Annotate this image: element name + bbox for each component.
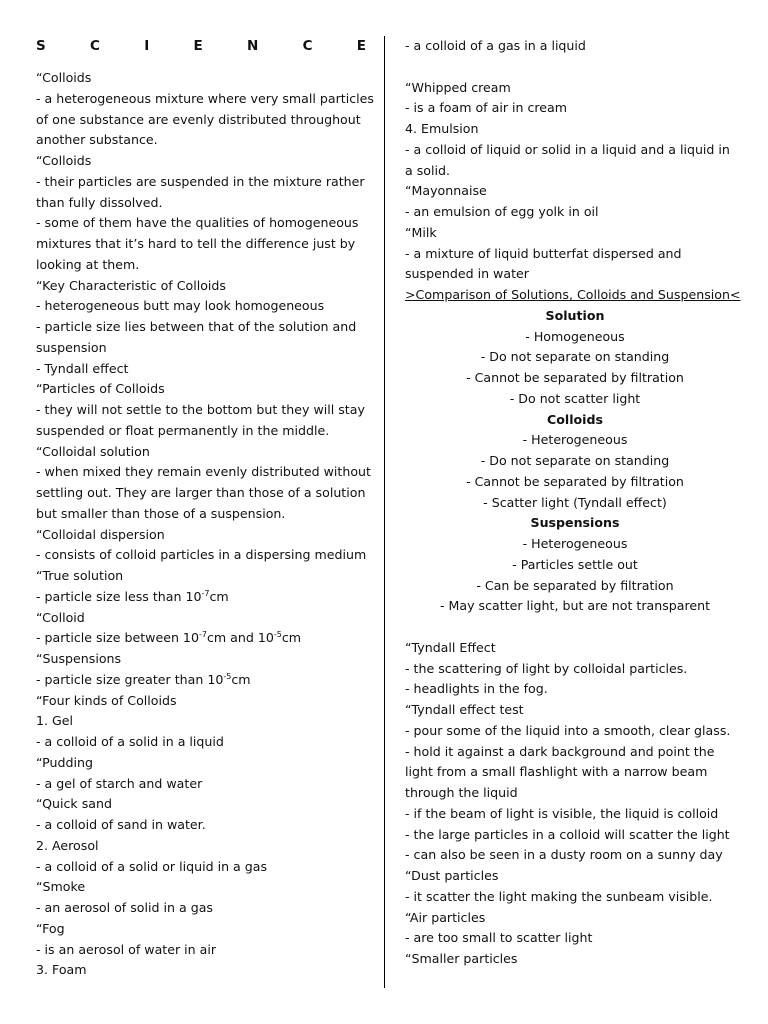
text-line [405,847,723,863]
text-line [36,630,301,646]
text-line [405,764,707,780]
line-text: “Tyndall Effect [405,639,496,655]
line-text: - a gel of starch and water [36,775,203,791]
line-text: “Tyndall effect test [405,702,524,717]
line-text: settling out. They are larger than those of a solution [36,485,366,500]
text-line [36,70,91,86]
line-text: - a heterogeneous mixture where very small particles [36,90,374,106]
line-text: - an aerosol of solid in a gas [36,900,213,915]
text-line [405,329,745,345]
title-letter: C [90,38,100,54]
text-line [405,598,745,614]
text-line [36,340,107,356]
line-text: >Comparison of Solutions, Colloids and Suspension< [405,287,741,302]
line-text: - particle size greater than 10 [36,671,224,687]
line-text: - headlights in the fog. [405,681,548,697]
line-text: 1. Gel [36,713,74,729]
text-line [36,838,99,854]
text-line [36,381,165,397]
text-line [36,547,366,563]
text-line [36,298,324,314]
title-letter: C [302,38,313,54]
text-line [405,391,745,407]
column-divider [384,36,385,988]
text-line [36,174,365,190]
text-line [36,112,361,128]
text-line [36,402,365,418]
line-text: - the scattering of light by colloidal particles. [405,660,688,676]
text-line [405,723,730,739]
line-text: - Particles settle out [512,556,638,572]
line-text: “Suspensions [36,651,122,666]
text-line [36,879,85,895]
line-text: “Smoke [36,879,86,895]
line-text: - Tyndall effect [36,360,129,376]
line-text: mixtures that it’s hard to tell the difference just by [36,236,356,251]
line-text: “Smaller particles [405,951,518,966]
line-text: - is an aerosol of water in air [36,941,217,957]
text-line [405,38,586,54]
line-text: suspended in water [405,266,529,282]
line-text: of one substance are evenly distributed throughout [36,111,361,127]
text-line [36,568,123,584]
text-line [36,921,65,937]
line-text: “Four kinds of Colloids [36,692,177,708]
text-line [36,734,224,750]
line-text: - a mixture of liquid butterfat dispersed and [405,245,682,261]
line-text: - their particles are suspended in the mixture rather [36,173,365,189]
line-text: - a colloid of a solid in a liquid [36,734,224,749]
text-line [405,681,548,697]
text-line [36,319,356,335]
text-line [405,557,745,573]
text-line [405,308,745,324]
line-text: - an emulsion of egg yolk in oil [405,204,599,219]
title-letter: N [246,38,259,54]
line-text: “Mayonnaise [405,183,487,199]
text-line [36,153,91,169]
text-line [36,796,112,812]
line-text: “Quick sand [36,796,112,812]
text-line [405,930,592,946]
line-text: - heterogeneous butt may look homogeneous [36,298,325,314]
line-text: light from a small flashlight with a narrow beam [405,764,708,780]
text-line [36,215,358,231]
text-line [405,474,745,490]
line-text: “Colloidal dispersion [36,526,165,542]
line-text: - Cannot be separated by filtration [466,370,684,385]
line-text: 2. Aerosol [36,837,99,853]
line-text: - pour some of the liquid into a smooth, clear glass. [405,722,731,738]
line-text: a solid. [405,162,450,178]
text-line [405,785,518,801]
line-text: - is a foam of air in cream [405,100,568,116]
text-line [405,163,450,179]
text-line [405,806,718,822]
line-text: - Heterogeneous [522,536,628,551]
text-line [36,257,139,273]
line-text: cm [209,588,229,604]
line-text: “Particles of Colloids [36,381,165,397]
text-line [405,183,487,199]
page-title [36,38,366,54]
line-text: - Homogeneous [525,328,625,344]
text-line [36,464,371,480]
line-text: - Scatter light (Tyndall effect) [483,494,667,510]
text-line [36,817,206,833]
text-line [36,713,73,729]
line-text: looking at them. [36,256,140,272]
text-line [405,951,518,967]
text-line [405,640,496,656]
title-letter: S [36,38,46,54]
text-line [36,132,158,148]
text-line [405,225,437,241]
line-text: suspension [36,339,107,355]
line-text: - the large particles in a colloid will scatter the light [405,826,730,842]
line-text: cm and 10 [206,630,274,646]
text-line [405,349,745,365]
line-text: - are too small to scatter light [405,930,593,946]
text-line [405,910,485,926]
line-text: through the liquid [405,785,518,800]
text-line [405,453,745,469]
line-text: Solution [545,307,605,323]
line-text: cm [231,671,251,687]
exponent: -7 [198,630,207,640]
line-text: “Colloids [36,153,92,168]
line-text: Colloids [546,411,603,427]
text-line [405,702,524,718]
text-line [36,610,85,626]
line-text: “Dust particles [405,868,499,883]
line-text: - particle size lies between that of the solution and [36,319,357,334]
text-line [405,744,714,760]
text-line [405,578,745,594]
line-text: 4. Emulsion [405,121,479,136]
line-text: - particle size between 10 [36,630,199,646]
line-text: - a colloid of liquid or solid in a liquid and a liquid in [405,141,730,157]
line-text: “Air particles [405,909,486,925]
line-text: “Key Characteristic of Colloids [36,277,226,293]
text-line [405,515,745,531]
text-line [405,204,599,220]
line-text: another substance. [36,132,158,148]
line-text: - consists of colloid particles in a dispersing medium [36,547,367,563]
text-line [405,100,567,116]
line-text: 3. Foam [36,962,87,978]
line-text: - it scatter the light making the sunbeam visible. [405,888,713,904]
text-line [36,859,267,875]
line-text: - Do not separate on standing [480,349,670,365]
line-text: - May scatter light, but are not transparent [439,598,711,614]
text-line [36,423,329,439]
line-text: - if the beam of light is visible, the liquid is colloid [405,805,719,821]
line-text: - particle size less than 10 [36,588,202,604]
text-line [36,776,202,792]
line-text: - when mixed they remain evenly distributed without [36,464,371,480]
line-text: “Fog [36,920,65,936]
text-line [36,672,251,688]
text-line [36,361,128,377]
line-text: - some of them have the qualities of homogeneous [36,215,359,231]
text-line [36,236,355,252]
text-line [36,962,87,978]
line-text: - Do not separate on standing [480,453,670,468]
text-line [405,495,745,511]
text-line [405,412,745,428]
text-line [405,287,741,303]
line-text: - Heterogeneous [522,432,628,448]
exponent: -5 [273,630,282,640]
line-text: - Can be separated by filtration [476,577,674,593]
line-text: cm [281,630,302,646]
line-text: - they will not settle to the bottom but they will stay [36,402,365,417]
text-line [405,889,713,905]
line-text: than fully dissolved. [36,194,163,210]
line-text: “Colloid [36,609,85,625]
text-line [36,444,150,460]
text-line [36,693,177,709]
exponent: -7 [201,588,210,598]
text-line [36,900,213,916]
line-text: - hold it against a dark background and point the [405,743,715,759]
text-line [36,942,216,958]
text-line [405,827,730,843]
title-letter: E [356,38,366,54]
text-line [405,868,498,884]
line-text: - a colloid of sand in water. [36,817,206,832]
text-line [405,246,682,262]
line-text: “Colloidal solution [36,443,150,459]
text-line [36,755,93,771]
line-text: suspended or float permanently in the middle. [36,422,330,438]
text-line [36,651,121,667]
text-line [405,370,745,386]
text-line [36,91,374,107]
line-text: - Cannot be separated by filtration [466,473,684,489]
line-text: - a colloid of a solid or liquid in a gas [36,858,268,874]
text-line [36,195,163,211]
line-text: “Milk [405,224,437,240]
text-line [405,80,511,96]
title-letter: E [193,38,203,54]
line-text: “Pudding [36,754,93,770]
title-letter: I [144,38,150,54]
text-line [405,266,529,282]
text-line [405,142,730,158]
text-line [405,661,687,677]
exponent: -5 [223,671,232,681]
text-line [36,527,165,543]
text-line [405,432,745,448]
text-line [36,506,285,522]
line-text: Suspensions [530,515,620,531]
line-text: “Whipped cream [405,79,511,95]
text-line [36,278,226,294]
line-text: “True solution [36,568,124,583]
line-text: but smaller than those of a suspension. [36,505,286,521]
text-line [405,121,478,137]
text-line [36,589,229,605]
line-text: - can also be seen in a dusty room on a sunny day [405,847,723,863]
text-line [405,536,745,552]
line-text: - Do not scatter light [509,390,641,406]
text-line [36,485,365,501]
line-text: “Colloids [36,70,92,85]
line-text: - a colloid of a gas in a liquid [405,38,586,53]
